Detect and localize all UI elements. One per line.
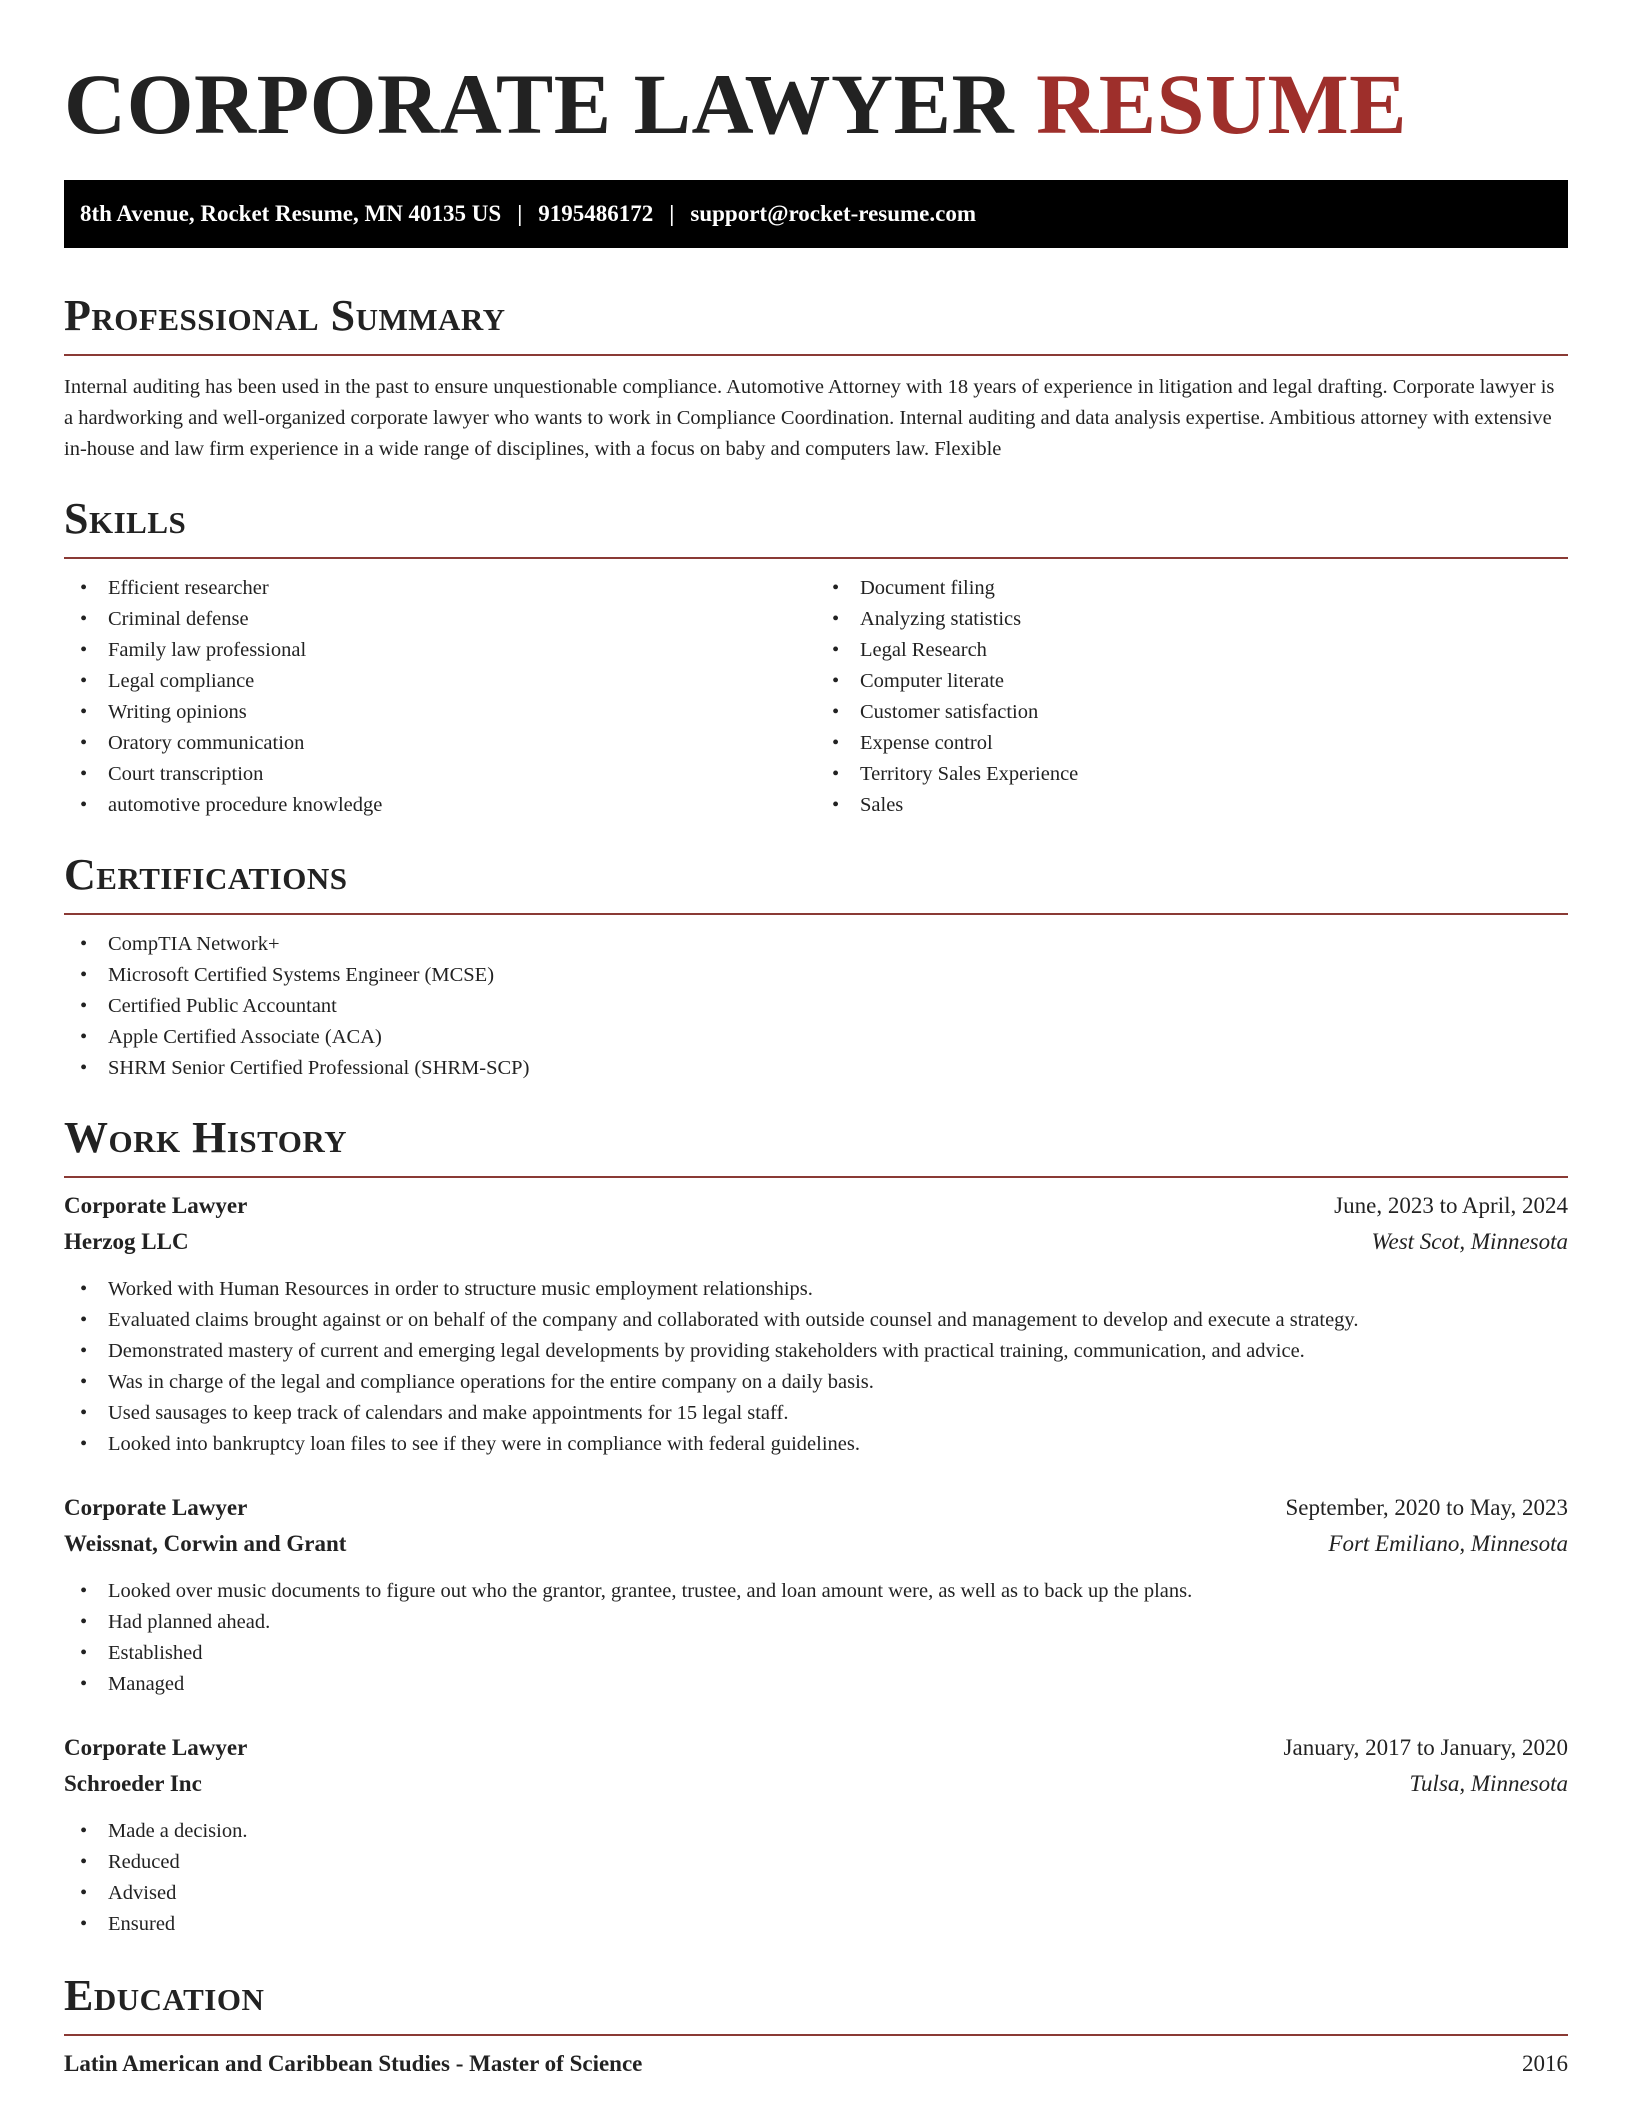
skill-item: • automotive procedure knowledge (108, 790, 816, 821)
job-bullet: • Had planned ahead. (108, 1607, 1568, 1638)
section-heading: Work History (64, 1113, 348, 1162)
job-company: Weissnat, Corwin and Grant (64, 1531, 347, 1556)
skill-item: • Legal compliance (108, 666, 816, 697)
job-bullets (64, 1274, 1568, 1460)
skill-item: • Efficient researcher (108, 573, 816, 604)
resume-title (64, 58, 1568, 150)
job-company-row (64, 1224, 1568, 1260)
skills-list-right (816, 573, 1568, 821)
job-location: Tulsa, Minnesota (1409, 1771, 1568, 1796)
job-entry (64, 1188, 1568, 1460)
skill-item: • Expense control (860, 728, 1568, 759)
job-company: Herzog LLC (64, 1229, 189, 1254)
section-divider (64, 354, 1568, 356)
skill-item: • Analyzing statistics (860, 604, 1568, 635)
job-bullet: • Looked into bankruptcy loan files to see if they were in compliance with federal guidelines. (108, 1429, 1568, 1460)
section-divider (64, 1176, 1568, 1178)
job-bullet: • Looked over music documents to figure out who the grantor, grantee, trustee, and loan amount were, as well as to back up the plans. (108, 1576, 1568, 1607)
skills-section (64, 495, 1568, 821)
skill-item: • Criminal defense (108, 604, 816, 635)
contact-address: 8th Avenue, Rocket Resume, MN 40135 US (80, 201, 502, 226)
section-heading: Certifications (64, 850, 348, 899)
job-bullets (64, 1816, 1568, 1940)
skill-item: • Customer satisfaction (860, 697, 1568, 728)
job-title: Corporate Lawyer (64, 1735, 248, 1760)
work-history-section (64, 1114, 1568, 1940)
job-title-row (64, 1188, 1568, 1224)
certifications-section (64, 851, 1568, 1084)
job-bullet: • Was in charge of the legal and compliance operations for the entire company on a daily basis. (108, 1367, 1568, 1398)
skill-item: • Court transcription (108, 759, 816, 790)
title-accent: RESUME (1036, 56, 1408, 152)
job-title: Corporate Lawyer (64, 1495, 248, 1520)
job-bullet: • Used sausages to keep track of calendars and make appointments for 15 legal staff. (108, 1398, 1568, 1429)
skills-list-left (64, 573, 816, 821)
job-entry (64, 1490, 1568, 1700)
contact-email: support@rocket-resume.com (690, 201, 977, 226)
job-company-row (64, 1526, 1568, 1562)
job-bullet: • Made a decision. (108, 1816, 1568, 1847)
certification-item: • SHRM Senior Certified Professional (SHRM-SCP) (108, 1053, 1568, 1084)
certifications-list (64, 929, 1568, 1084)
certification-item: • Apple Certified Associate (ACA) (108, 1022, 1568, 1053)
job-bullet: • Demonstrated mastery of current and emerging legal developments by providing stakeholders with practical training, communication, and advice. (108, 1336, 1568, 1367)
skill-item: • Writing opinions (108, 697, 816, 728)
title-main: CORPORATE LAWYER (64, 56, 1015, 152)
skill-item: • Territory Sales Experience (860, 759, 1568, 790)
skills-columns (64, 559, 1568, 821)
job-bullet: • Ensured (108, 1909, 1568, 1940)
job-bullets (64, 1576, 1568, 1700)
job-entry (64, 1730, 1568, 1940)
job-dates: January, 2017 to January, 2020 (1283, 1735, 1568, 1760)
contact-phone: 9195486172 (538, 201, 654, 226)
summary-text: Internal auditing has been used in the past to ensure unquestionable compliance. Automotive Attorney with 18 years of experience in litigation and legal drafting. Corporate lawyer is a hardworking and well-organized corporate lawyer who wants to work in Compliance Coordination. Internal auditing and data analysis expertise. Ambitious attorney with extensive in-house and law firm experience in a wide range of disciplines, with a focus on baby and computers law. Flexible (64, 376, 1555, 460)
job-title-row (64, 1730, 1568, 1766)
job-bullet: • Worked with Human Resources in order to structure music employment relationships. (108, 1274, 1568, 1305)
skill-item: • Document filing (860, 573, 1568, 604)
job-location: West Scot, Minnesota (1371, 1229, 1568, 1254)
job-title: Corporate Lawyer (64, 1193, 248, 1218)
job-dates: September, 2020 to May, 2023 (1285, 1495, 1568, 1520)
section-divider (64, 2034, 1568, 2036)
contact-separator: | (669, 201, 675, 226)
certification-item: • Microsoft Certified Systems Engineer (MCSE) (108, 960, 1568, 991)
job-company: Schroeder Inc (64, 1771, 202, 1796)
contact-separator: | (517, 201, 523, 226)
job-bullet: • Established (108, 1638, 1568, 1669)
certification-item: • Certified Public Accountant (108, 991, 1568, 1022)
skill-item: • Computer literate (860, 666, 1568, 697)
job-bullet: • Advised (108, 1878, 1568, 1909)
skill-item: • Family law professional (108, 635, 816, 666)
job-bullet: • Reduced (108, 1847, 1568, 1878)
education-row (64, 2046, 1568, 2082)
section-heading: Education (64, 1971, 265, 2020)
job-location: Fort Emiliano, Minnesota (1328, 1531, 1568, 1556)
summary-section (64, 292, 1568, 465)
job-dates: June, 2023 to April, 2024 (1334, 1193, 1568, 1218)
job-bullet: • Managed (108, 1669, 1568, 1700)
skill-item: • Oratory communication (108, 728, 816, 759)
job-title-row (64, 1490, 1568, 1526)
job-company-row (64, 1766, 1568, 1802)
job-bullet: • Evaluated claims brought against or on behalf of the company and collaborated with outside counsel and management to develop and execute a strategy. (108, 1305, 1568, 1336)
section-heading: Skills (64, 494, 187, 543)
skill-item: • Legal Research (860, 635, 1568, 666)
skill-item: • Sales (860, 790, 1568, 821)
education-year: 2016 (1522, 2051, 1568, 2076)
contact-bar (64, 180, 1568, 248)
education-section (64, 1972, 1568, 2082)
education-degree: Latin American and Caribbean Studies - Master of Science (64, 2051, 643, 2076)
certification-item: • CompTIA Network+ (108, 929, 1568, 960)
section-heading: Professional Summary (64, 291, 506, 340)
section-divider (64, 913, 1568, 915)
